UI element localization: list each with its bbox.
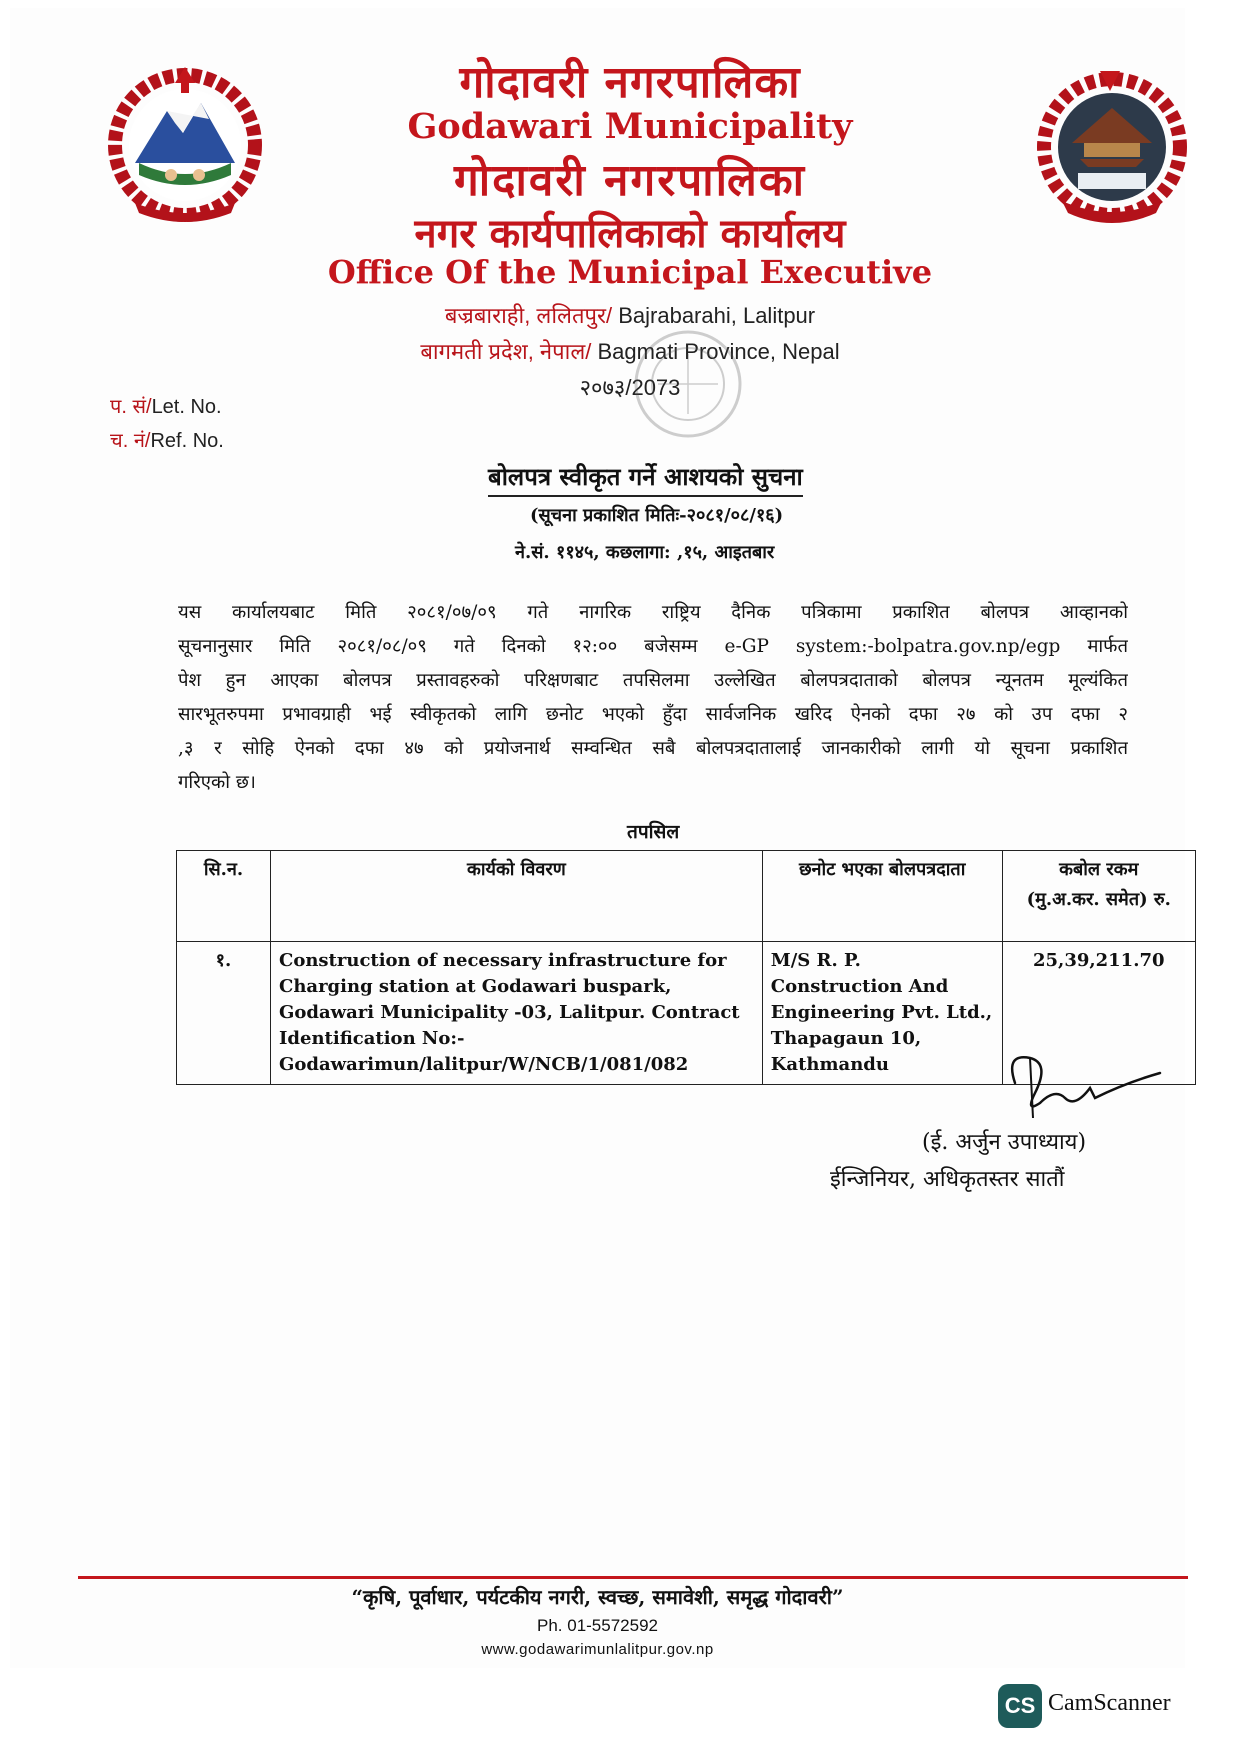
notice-title: बोलपत्र स्वीकृत गर्ने आशयको सुचना [488, 460, 803, 497]
header-sn: सि.न. [177, 851, 271, 942]
header-amount [1002, 851, 1195, 942]
address-2-english: Bagmati Province, Nepal [597, 339, 840, 364]
header-amount-line1: कबोल रकम [1059, 859, 1139, 880]
office-name-english: Office Of the Municipal Executive [327, 253, 933, 291]
header-bidder: छनोट भएका बोलपत्रदाता [762, 851, 1002, 942]
header-amount-line2: (मु.अ.कर. समेत) रु. [1026, 889, 1171, 910]
address-1-english: Bajrabarahi, Lalitpur [618, 303, 816, 328]
row-amount: 25,39,211.70 [1002, 942, 1195, 1085]
municipality-logo-icon [1032, 63, 1192, 228]
row-description: Construction of necessary infrastructure for Charging station at Godawari buspark, Godawari Municipality -03, Lalitpur. Contract Identification No:- Godawarimun/lalitpur/W/NCB/1/081/082 [271, 942, 763, 1085]
signatory-name: (ई. अर्जुन उपाध्याय) [922, 1130, 1087, 1155]
reference-number-english: Ref. No. [150, 430, 224, 452]
body-line: ,३ र सोहि ऐनको दफा ४७ को प्रयोजनार्थ सम्वन्धित सबै बोलपत्रदातालाई जानकारीको लागी यो सूचना प्रकाशित [178, 738, 1128, 759]
published-date: (सूचना प्रकाशित मितिः-२०८१/०८/१६) [530, 505, 784, 526]
body-line: यस कार्यालयबाट मिति २०८१/०७/०९ गते नागरिक राष्ट्रिय दैनिक पत्रिकामा प्रकाशित बोलपत्र आव्हानको [178, 602, 1128, 623]
address-1-nepali: बज्रबाराही, ललितपुर/ [444, 303, 613, 328]
letter-page [10, 8, 1185, 1668]
established-english: /2073 [625, 375, 681, 400]
camscanner-watermark: CamScanner [1048, 1690, 1171, 1716]
body-line: पेश हुन आएका बोलपत्र प्रस्तावहरुको परिक्षणबाट तपसिलमा उल्लेखित बोलपत्रदाताको बोलपत्र न्यूनतम मूल्यंकित [178, 670, 1128, 691]
reference-number [110, 426, 224, 453]
reference-number-nepali: च. नं/ [110, 430, 151, 452]
nepal-emblem-icon [105, 63, 265, 228]
schedule-label: तपसिल [627, 821, 680, 843]
municipality-name-english: Godawari Municipality [407, 106, 853, 147]
footer-divider [78, 1576, 1188, 1579]
row-bidder: M/S R. P. Construction And Engineering Pvt. Ltd., Thapagaun 10, Kathmandu [762, 942, 1002, 1085]
letter-number-nepali: प. सं/ [110, 396, 152, 418]
table-header-row [177, 851, 1196, 942]
nepal-sambat-date: ने.सं. ११४५, कछलागा: ,१५, आइतबार [515, 542, 775, 563]
signatory-designation: ईन्जिनियर, अधिकृतस्तर सातौं [830, 1167, 1065, 1192]
municipality-name-script: गोदावरी नगरपालिका [453, 155, 807, 206]
camscanner-badge-icon: CS [998, 1684, 1042, 1728]
body-line: सूचनानुसार मिति २०८१/०८/०९ गते दिनको १२:०० बजेसम्म e-GP system:-bolpatra.gov.np/egp मार्फत [178, 636, 1128, 657]
header-description: कार्यको विवरण [271, 851, 763, 942]
footer-slogan: “कृषि, पूर्वाधार, पर्यटकीय नगरी, स्वच्छ, समावेशी, समृद्ध गोदावरी” [351, 1585, 844, 1609]
body-line: सारभूतरुपमा प्रभावग्राही भई स्वीकृतको लागि छनोट भएको हुँदा सार्वजनिक खरिद ऐनको दफा २७ को उप दफा २ [178, 704, 1128, 725]
row-sn: १. [177, 942, 271, 1085]
letter-number-english: Let. No. [151, 396, 222, 418]
footer-phone: Ph. 01-5572592 [537, 1616, 658, 1635]
municipality-name-nepali: गोदावरी नगरपालिका [459, 57, 801, 108]
established-nepali: २०७३ [579, 375, 626, 400]
footer-website: www.godawarimunlalitpur.gov.np [481, 1641, 714, 1658]
office-name-nepali: नगर कार्यपालिकाको कार्यालय [414, 210, 846, 257]
notice-body [178, 596, 1128, 800]
office-stamp-icon [598, 324, 778, 444]
address-2-nepali: बागमती प्रदेश, नेपाल/ [420, 339, 592, 364]
letter-number [110, 392, 222, 419]
signature-icon [995, 1043, 1165, 1133]
body-line: गरिएको छ। [178, 772, 256, 793]
